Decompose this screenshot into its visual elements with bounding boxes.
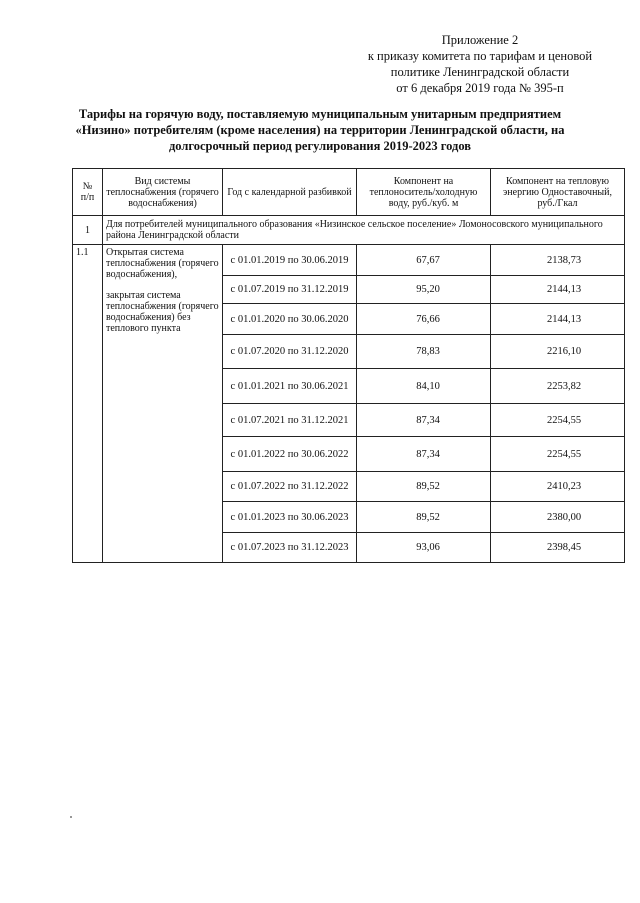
period-cell: с 01.01.2019 по 30.06.2019 — [223, 245, 357, 276]
title-line-1: Тарифы на горячую воду, поставляемую муниципальным унитарным предприятием — [78, 107, 562, 121]
table-header-row — [73, 169, 625, 216]
appendix-line-2: к приказу комитета по тарифам и ценовой — [367, 49, 593, 63]
system-type — [103, 245, 223, 563]
sub-num: 1.1 — [73, 245, 103, 563]
period-cell: с 01.01.2021 по 30.06.2021 — [223, 369, 357, 404]
header-energy-component: Компонент на тепловую энергию Одноставочный, руб./Гкал — [491, 169, 625, 216]
group-text: Для потребителей муниципального образования «Низинское сельское поселение» Ломоносовского муниципального района Ленинградской области — [103, 216, 625, 245]
water-cell: 89,52 — [357, 502, 491, 533]
water-cell: 95,20 — [357, 276, 491, 304]
period-cell: с 01.07.2021 по 31.12.2021 — [223, 404, 357, 437]
header-system: Вид системы теплоснабжения (горячего водоснабжения) — [103, 169, 223, 216]
title-line-3: долгосрочный период регулирования 2019-2023 годов — [168, 139, 472, 153]
water-cell: 93,06 — [357, 533, 491, 563]
water-cell: 87,34 — [357, 437, 491, 472]
tariff-table — [72, 168, 625, 563]
scan-speck — [70, 816, 72, 818]
group-row — [73, 216, 625, 245]
table-row — [73, 245, 625, 276]
group-num: 1 — [73, 216, 103, 245]
system-type-open: Открытая система теплоснабжения (горячего водоснабжения), — [106, 247, 219, 280]
appendix-line-1: Приложение 2 — [441, 33, 519, 47]
energy-cell: 2216,10 — [491, 335, 625, 369]
energy-cell: 2253,82 — [491, 369, 625, 404]
title-line-2: «Низино» потребителям (кроме населения) на территории Ленинградской области, на — [75, 123, 565, 137]
header-water-component: Компонент на теплоноситель/холодную воду, руб./куб. м — [357, 169, 491, 216]
water-cell: 89,52 — [357, 472, 491, 502]
period-cell: с 01.07.2022 по 31.12.2022 — [223, 472, 357, 502]
water-cell: 78,83 — [357, 335, 491, 369]
energy-cell: 2254,55 — [491, 437, 625, 472]
period-cell: с 01.01.2020 по 30.06.2020 — [223, 304, 357, 335]
water-cell: 87,34 — [357, 404, 491, 437]
period-cell: с 01.07.2019 по 31.12.2019 — [223, 276, 357, 304]
period-cell: с 01.01.2022 по 30.06.2022 — [223, 437, 357, 472]
header-num: № п/п — [73, 169, 103, 216]
period-cell: с 01.07.2020 по 31.12.2020 — [223, 335, 357, 369]
system-type-closed: закрытая система теплоснабжения (горячего водоснабжения) без теплового пункта — [106, 290, 219, 334]
water-cell: 76,66 — [357, 304, 491, 335]
water-cell: 67,67 — [357, 245, 491, 276]
water-cell: 84,10 — [357, 369, 491, 404]
appendix-header — [350, 32, 610, 96]
energy-cell: 2254,55 — [491, 404, 625, 437]
appendix-line-4: от 6 декабря 2019 года № 395-п — [396, 81, 564, 95]
energy-cell: 2144,13 — [491, 304, 625, 335]
energy-cell: 2144,13 — [491, 276, 625, 304]
energy-cell: 2380,00 — [491, 502, 625, 533]
document-title — [70, 106, 570, 154]
energy-cell: 2410,23 — [491, 472, 625, 502]
energy-cell: 2138,73 — [491, 245, 625, 276]
period-cell: с 01.01.2023 по 30.06.2023 — [223, 502, 357, 533]
energy-cell: 2398,45 — [491, 533, 625, 563]
header-period: Год с календарной разбивкой — [223, 169, 357, 216]
appendix-line-3: политике Ленинградской области — [390, 65, 570, 79]
period-cell: с 01.07.2023 по 31.12.2023 — [223, 533, 357, 563]
